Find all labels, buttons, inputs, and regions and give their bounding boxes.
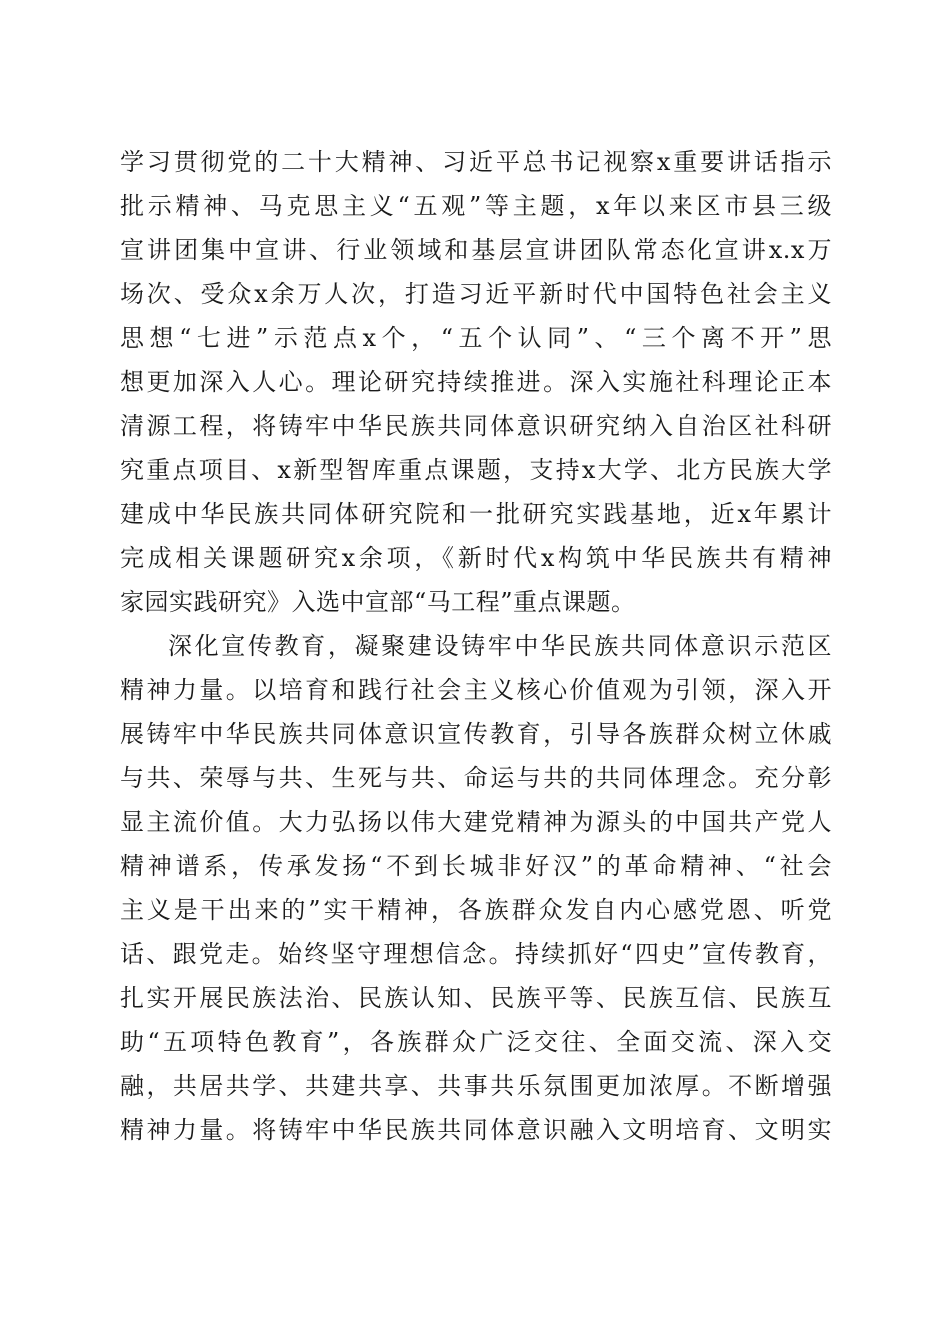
text-line: 批示精神、马克思主义“五观”等主题，x年以来区市县三级 — [120, 192, 832, 220]
text-line: 宣讲团集中宣讲、行业领域和基层宣讲团队常态化宣讲x.x万 — [120, 236, 832, 264]
text-line: 究重点项目、x新型智库重点课题，支持x大学、北方民族大学 — [120, 456, 832, 484]
text-line: 清源工程，将铸牢中华民族共同体意识研究纳入自治区社科研 — [120, 412, 832, 440]
text-line: 精神力量。将铸牢中华民族共同体意识融入文明培育、文明实 — [120, 1116, 832, 1144]
text-line: 助“五项特色教育”，各族群众广泛交往、全面交流、深入交 — [120, 1028, 832, 1056]
text-line: 场次、受众x余万人次，打造习近平新时代中国特色社会主义 — [120, 280, 832, 308]
text-line: 学习贯彻党的二十大精神、习近平总书记视察x重要讲话指示 — [120, 148, 832, 176]
text-line: 主义是干出来的”实干精神，各族群众发自内心感党恩、听党 — [120, 896, 832, 924]
body-text — [120, 140, 832, 1152]
text-line: 精神力量。以培育和践行社会主义核心价值观为引领，深入开 — [120, 676, 832, 704]
text-line: 展铸牢中华民族共同体意识宣传教育，引导各族群众树立休戚 — [120, 720, 832, 748]
text-line: 思想“七进”示范点x个，“五个认同”、“三个离不开”思 — [120, 324, 832, 352]
text-line: 融，共居共学、共建共享、共事共乐氛围更加浓厚。不断增强 — [120, 1072, 832, 1100]
paragraph-start-line: 深化宣传教育，凝聚建设铸牢中华民族共同体意识示范区 — [168, 632, 832, 660]
text-line: 显主流价值。大力弘扬以伟大建党精神为源头的中国共产党人 — [120, 808, 832, 836]
text-line: 与共、荣辱与共、生死与共、命运与共的共同体理念。充分彰 — [120, 764, 832, 792]
paragraph-end-line: 家园实践研究》入选中宣部“马工程”重点课题。 — [120, 588, 636, 616]
text-line: 完成相关课题研究x余项，《新时代x构筑中华民族共有精神 — [120, 544, 832, 572]
text-line: 话、跟党走。始终坚守理想信念。持续抓好“四史”宣传教育， — [120, 940, 832, 968]
text-line: 扎实开展民族法治、民族认知、民族平等、民族互信、民族互 — [120, 984, 832, 1012]
text-line: 想更加深入人心。理论研究持续推进。深入实施社科理论正本 — [120, 368, 832, 396]
text-line: 精神谱系，传承发扬“不到长城非好汉”的革命精神、“社会 — [120, 852, 832, 880]
text-line: 建成中华民族共同体研究院和一批研究实践基地，近x年累计 — [120, 500, 832, 528]
